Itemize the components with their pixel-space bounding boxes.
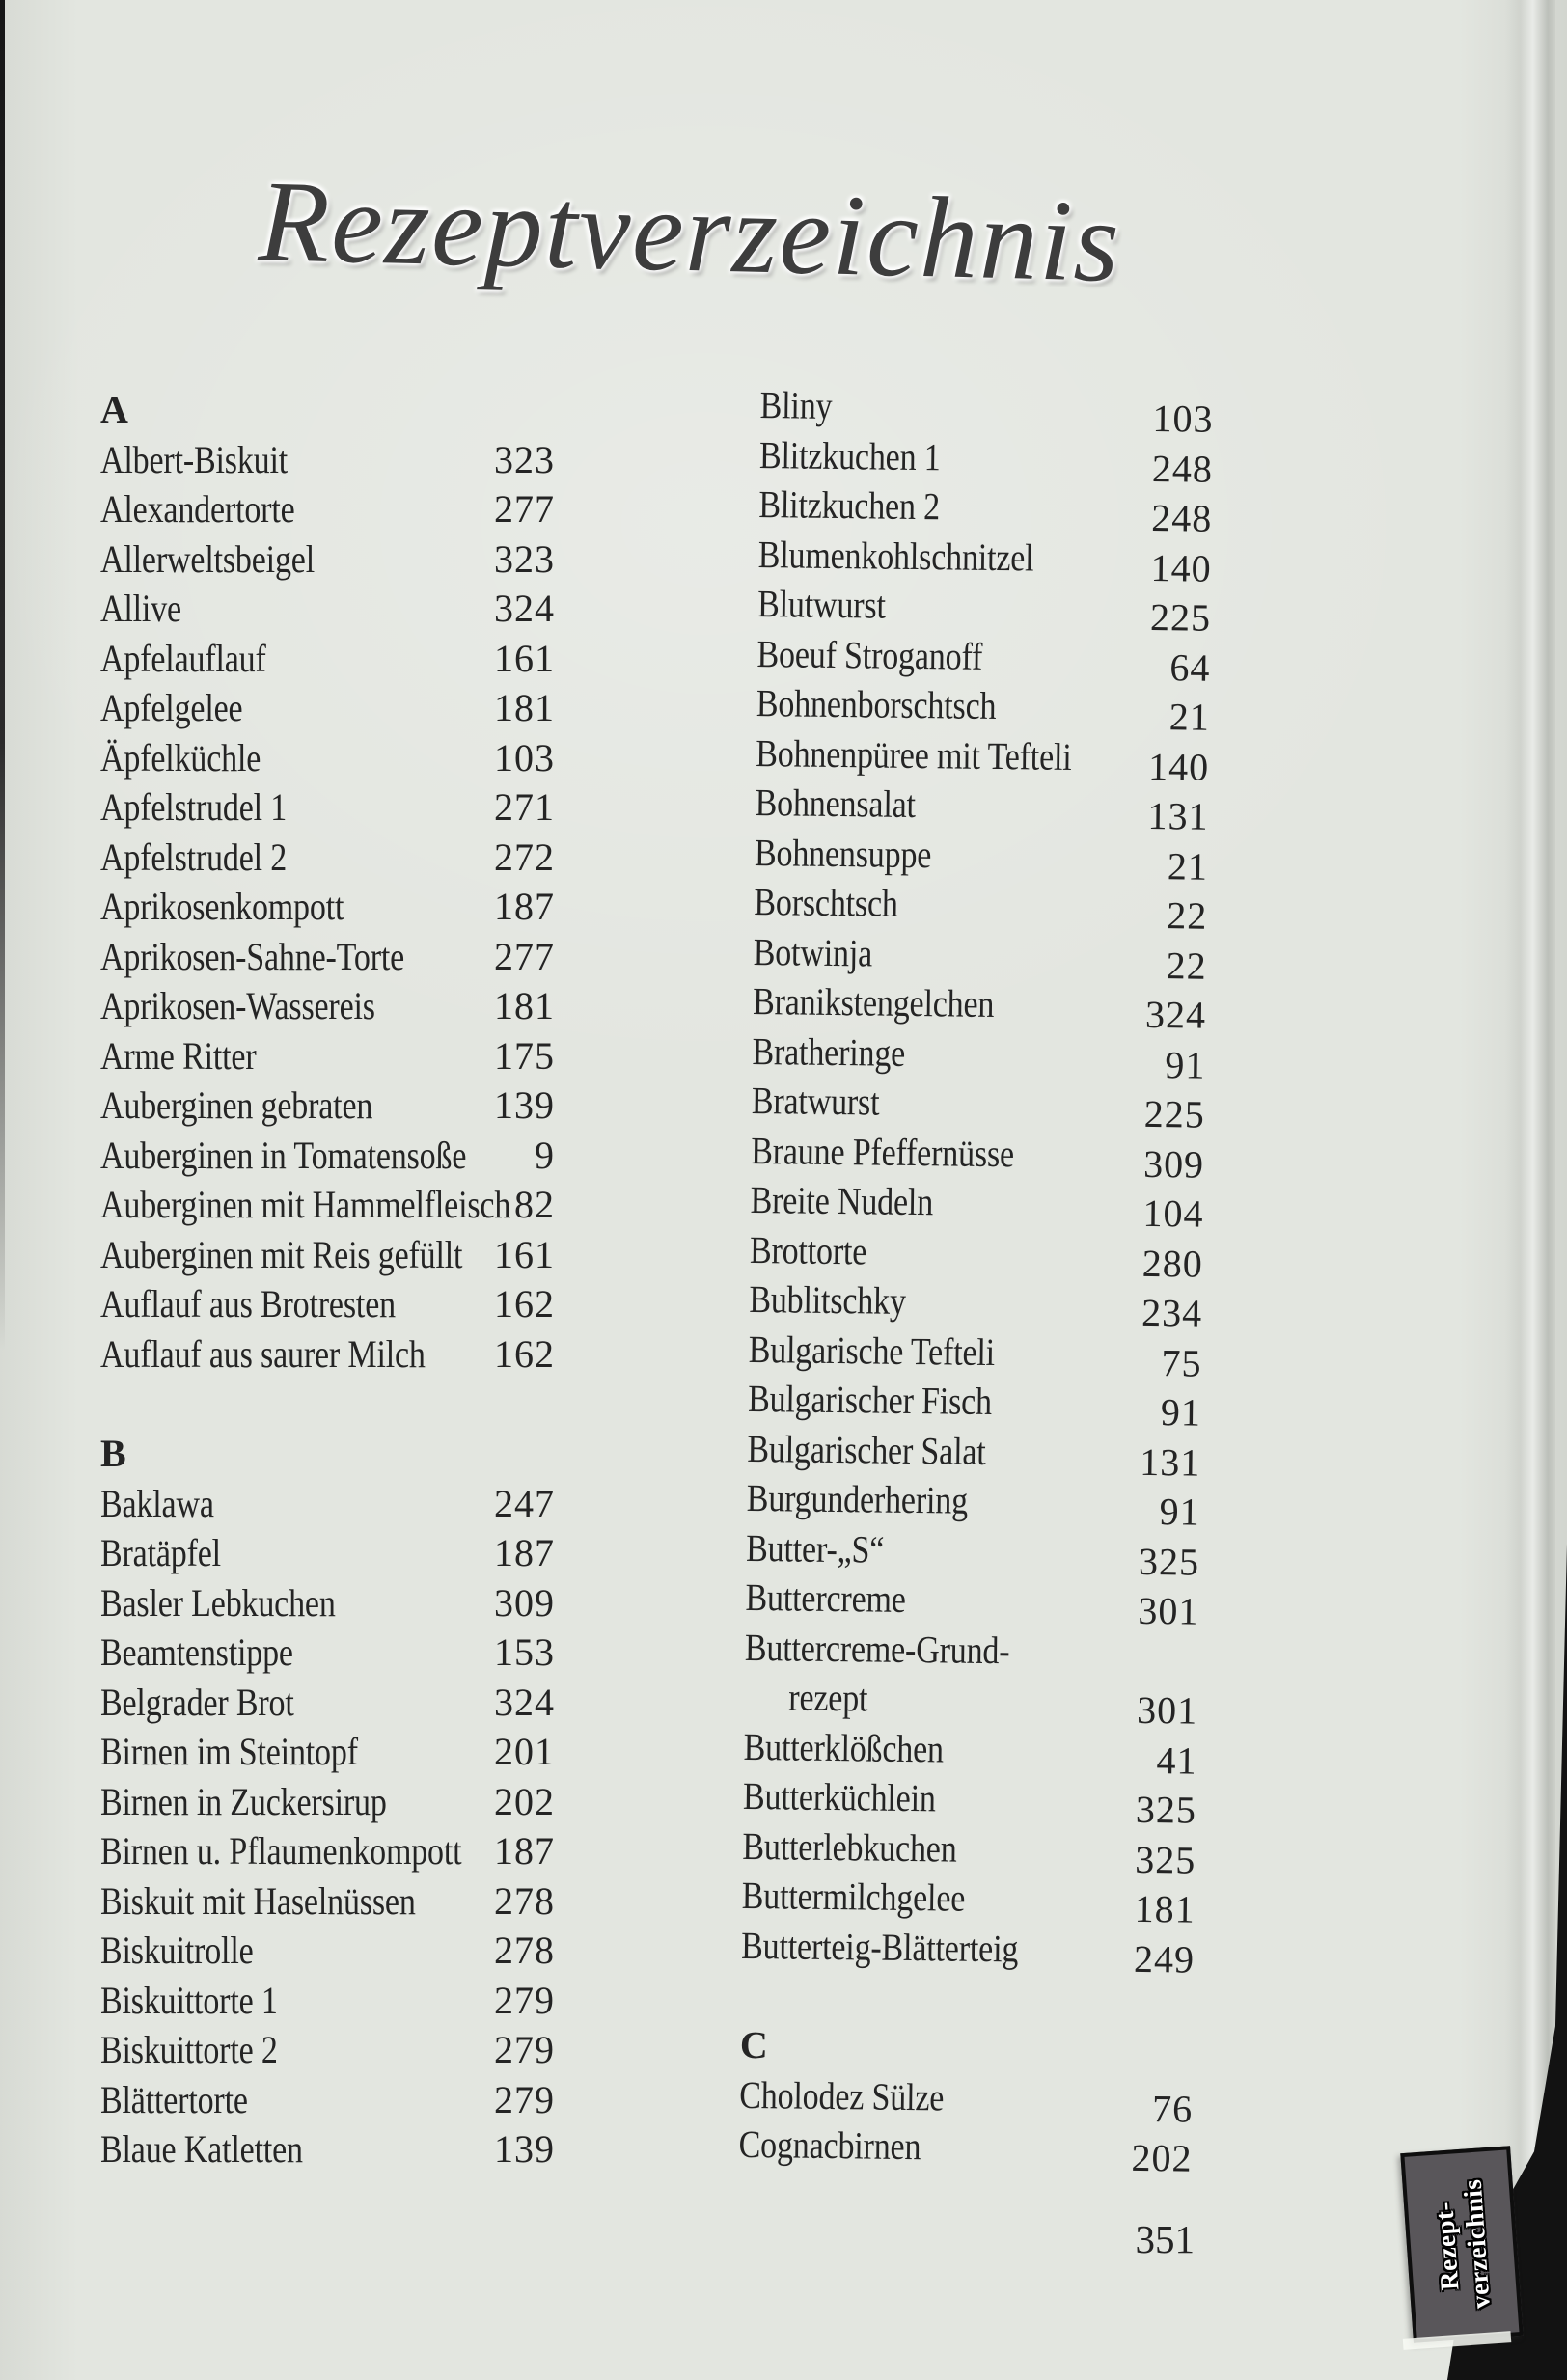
recipe-name: Blaue Katletten bbox=[100, 2127, 303, 2171]
recipe-name: Belgrader Brot bbox=[100, 1680, 294, 1724]
recipe-page-number: 75 bbox=[1161, 1340, 1202, 1385]
index-entry-row bbox=[756, 678, 1211, 739]
recipe-page-number: 21 bbox=[1167, 843, 1209, 889]
index-entry-row bbox=[749, 1274, 1203, 1335]
recipe-page-number: 309 bbox=[1142, 1141, 1205, 1187]
index-entry-row bbox=[100, 1578, 555, 1628]
recipe-page-number: 301 bbox=[1138, 1588, 1199, 1633]
recipe-page-number: 153 bbox=[494, 1630, 555, 1674]
index-entry-row bbox=[100, 1528, 555, 1578]
section-header: A bbox=[100, 388, 128, 431]
recipe-name: Bohnensalat bbox=[755, 780, 917, 826]
recipe-page-number: 139 bbox=[494, 2127, 555, 2171]
index-entry-row bbox=[100, 584, 555, 634]
recipe-page-number: 325 bbox=[1138, 1539, 1200, 1584]
index-entry-row bbox=[748, 1324, 1202, 1385]
recipe-page-number: 181 bbox=[494, 984, 555, 1027]
recipe-name: Buttercreme bbox=[745, 1574, 907, 1621]
recipe-page-number: 324 bbox=[494, 1680, 555, 1724]
index-entry-row bbox=[100, 2025, 555, 2075]
recipe-name: Beamtenstippe bbox=[100, 1630, 293, 1674]
index-entry-row bbox=[744, 1672, 1198, 1733]
index-entry-row bbox=[759, 380, 1214, 441]
index-entry-row bbox=[749, 1224, 1204, 1286]
index-entry-row bbox=[100, 1777, 555, 1827]
recipe-name: Boeuf Stroganoff bbox=[756, 631, 983, 678]
recipe-page-number: 272 bbox=[494, 834, 555, 879]
recipe-page-number: 201 bbox=[494, 1730, 555, 1773]
index-entry-row bbox=[756, 727, 1210, 789]
index-entry-row bbox=[754, 827, 1209, 889]
index-entry-row bbox=[100, 484, 555, 534]
index-entry-row bbox=[740, 1920, 1196, 1982]
recipe-page-number: 279 bbox=[494, 2077, 555, 2121]
recipe-page-number: 181 bbox=[1134, 1886, 1196, 1931]
index-entry-row bbox=[100, 2124, 555, 2175]
section-header: C bbox=[739, 2022, 769, 2067]
index-entry-row bbox=[743, 1721, 1197, 1783]
recipe-name: Buttercreme-Grund- bbox=[744, 1625, 1010, 1672]
index-entry-row bbox=[742, 1820, 1196, 1882]
index-entry-row bbox=[758, 429, 1214, 491]
recipe-name: Bohnenborschtsch bbox=[756, 680, 997, 728]
recipe-name: Blutwurst bbox=[756, 581, 887, 627]
recipe-name: Alexandertorte bbox=[100, 487, 295, 531]
recipe-page-number: 64 bbox=[1169, 644, 1211, 690]
index-entry-row bbox=[747, 1423, 1201, 1485]
recipe-name: Blättertorte bbox=[100, 2077, 248, 2121]
index-entry-row bbox=[738, 2120, 1193, 2180]
recipe-name: Birnen in Zuckersirup bbox=[100, 1779, 387, 1823]
recipe-name: Bratheringe bbox=[752, 1028, 906, 1075]
index-entry-row bbox=[100, 1279, 555, 1329]
index-entry-row bbox=[757, 529, 1212, 590]
recipe-page-number: 324 bbox=[1144, 992, 1207, 1037]
recipe-name: Auflauf aus saurer Milch bbox=[100, 1331, 426, 1376]
edge-tab-inner bbox=[1405, 2150, 1520, 2339]
index-entry-row bbox=[100, 1876, 555, 1927]
recipe-name: Bulgarische Tefteli bbox=[748, 1327, 996, 1374]
recipe-name: Auflauf aus Brotresten bbox=[100, 1282, 396, 1326]
recipe-name: Basler Lebkuchen bbox=[100, 1580, 336, 1625]
index-entry-row bbox=[100, 1678, 555, 1728]
recipe-name: Blitzkuchen 2 bbox=[758, 481, 941, 529]
recipe-page-number: 323 bbox=[494, 536, 555, 581]
recipe-page-number: 103 bbox=[494, 735, 555, 780]
index-entry-row bbox=[100, 1628, 555, 1678]
index-entry-row bbox=[100, 932, 555, 982]
index-entry-row bbox=[756, 628, 1211, 690]
recipe-name: Butterküchlein bbox=[742, 1773, 937, 1820]
recipe-page-number: 279 bbox=[494, 1978, 555, 2022]
recipe-name: Bulgarischer Salat bbox=[747, 1426, 986, 1473]
recipe-page-number: 280 bbox=[1141, 1241, 1204, 1286]
index-entry-row bbox=[100, 1031, 555, 1081]
recipe-page-number: 181 bbox=[494, 686, 555, 729]
index-entry-row bbox=[741, 1871, 1196, 1931]
recipe-name: Arme Ritter bbox=[100, 1033, 257, 1078]
recipe-name: Albert-Biskuit bbox=[100, 437, 289, 481]
recipe-page-number: 225 bbox=[1143, 1091, 1206, 1136]
recipe-name: Branikstengelchen bbox=[752, 978, 995, 1026]
recipe-name: Bulgarischer Fisch bbox=[747, 1376, 993, 1424]
recipe-page-number: 104 bbox=[1142, 1190, 1204, 1236]
index-entry-row bbox=[746, 1473, 1201, 1534]
recipe-name: Biskuittorte 2 bbox=[100, 2028, 278, 2071]
index-entry-row bbox=[755, 778, 1209, 838]
recipe-name: Burgunderhering bbox=[746, 1475, 969, 1522]
recipe-page-number: 91 bbox=[1160, 1390, 1202, 1435]
recipe-page-number: 131 bbox=[1140, 1439, 1201, 1485]
index-column-left bbox=[100, 385, 555, 2175]
recipe-name: Apfelauflauf bbox=[100, 636, 266, 680]
index-entry-row bbox=[752, 976, 1207, 1037]
index-entry-row bbox=[745, 1622, 1199, 1677]
recipe-name: Blitzkuchen 1 bbox=[758, 432, 941, 479]
index-entry-row bbox=[100, 1329, 555, 1380]
index-entry-row bbox=[753, 926, 1207, 988]
index-entry-row bbox=[745, 1522, 1200, 1584]
recipe-name: Aprikosen-Sahne-Torte bbox=[100, 934, 405, 978]
edge-tab-label bbox=[1427, 2177, 1496, 2311]
recipe-name: Cholodez Sülze bbox=[739, 2072, 945, 2119]
index-entry-row bbox=[100, 981, 555, 1031]
recipe-page-number: 161 bbox=[494, 1232, 555, 1276]
recipe-name: Auberginen in Tomatensoße bbox=[100, 1133, 467, 1177]
recipe-page-number: 162 bbox=[494, 1331, 555, 1376]
index-entry-row bbox=[100, 1727, 555, 1777]
recipe-name: Brottorte bbox=[749, 1227, 867, 1272]
recipe-name: Butterklößchen bbox=[743, 1724, 945, 1770]
index-entry-row bbox=[100, 782, 555, 833]
recipe-page-number: 9 bbox=[535, 1133, 555, 1177]
recipe-page-number: 278 bbox=[494, 1878, 555, 1923]
recipe-name: Birnen im Steintopf bbox=[100, 1730, 358, 1773]
recipe-page-number: 131 bbox=[1147, 793, 1209, 838]
index-entry-row bbox=[100, 882, 555, 932]
recipe-name: Breite Nudeln bbox=[750, 1177, 934, 1224]
index-entry-row bbox=[750, 1125, 1205, 1187]
recipe-page-number: 277 bbox=[494, 487, 555, 531]
recipe-name: Buttermilchgelee bbox=[741, 1873, 966, 1920]
index-entry-row bbox=[100, 534, 555, 585]
recipe-name: rezept bbox=[788, 1675, 868, 1720]
index-entry-row bbox=[758, 479, 1213, 540]
recipe-page-number: 271 bbox=[494, 785, 555, 829]
recipe-page-number: 175 bbox=[494, 1033, 555, 1078]
recipe-name: Borschtsch bbox=[754, 879, 899, 925]
recipe-name: Bliny bbox=[759, 382, 833, 427]
recipe-page-number: 187 bbox=[494, 1531, 555, 1574]
index-entry-row bbox=[100, 683, 555, 733]
recipe-name: Auberginen mit Reis gefüllt bbox=[100, 1232, 463, 1276]
recipe-name: Bratwurst bbox=[751, 1078, 880, 1124]
recipe-page-number: 324 bbox=[494, 587, 555, 630]
recipe-page-number: 301 bbox=[1136, 1687, 1198, 1733]
index-entry-row bbox=[100, 733, 555, 783]
recipe-page-number: 187 bbox=[494, 885, 555, 928]
recipe-page-number: 249 bbox=[1133, 1936, 1196, 1982]
recipe-name: Biskuittorte 1 bbox=[100, 1978, 278, 2022]
recipe-page-number: 162 bbox=[494, 1282, 555, 1326]
recipe-name: Butter-„S“ bbox=[745, 1525, 885, 1572]
recipe-page-number: 91 bbox=[1165, 1042, 1206, 1087]
index-entry-row bbox=[100, 1479, 555, 1529]
recipe-name: Aprikosen-Wassereis bbox=[100, 984, 375, 1027]
recipe-page-number: 161 bbox=[494, 636, 555, 680]
index-entry-row bbox=[100, 2075, 555, 2125]
recipe-name: Biskuitrolle bbox=[100, 1929, 254, 1972]
recipe-name: Bratäpfel bbox=[100, 1531, 221, 1574]
index-entry-row bbox=[100, 435, 555, 485]
recipe-page-number: 22 bbox=[1166, 893, 1208, 938]
index-entry-row bbox=[747, 1374, 1202, 1435]
edge-tab-line1: Rezept- bbox=[1428, 2200, 1465, 2291]
recipe-name: Blumenkohlschnitzel bbox=[757, 532, 1034, 579]
recipe-name: Apfelstrudel 2 bbox=[100, 834, 288, 879]
index-entry-row bbox=[742, 1771, 1197, 1832]
recipe-name: Butterlebkuchen bbox=[742, 1823, 957, 1871]
recipe-page-number: 139 bbox=[494, 1083, 555, 1127]
recipe-page-number: 103 bbox=[1152, 396, 1214, 441]
recipe-page-number: 278 bbox=[494, 1929, 555, 1972]
recipe-name: Botwinja bbox=[753, 929, 873, 974]
recipe-name: Aprikosenkompott bbox=[100, 885, 344, 928]
recipe-page-number: 234 bbox=[1141, 1290, 1203, 1335]
recipe-page-number: 323 bbox=[494, 437, 555, 481]
recipe-page-number: 309 bbox=[494, 1580, 555, 1625]
recipe-page-number: 21 bbox=[1168, 695, 1211, 739]
recipe-page-number: 22 bbox=[1166, 943, 1207, 988]
page-number: 351 bbox=[1135, 2217, 1195, 2261]
recipe-page-number: 325 bbox=[1135, 1837, 1196, 1882]
recipe-page-number: 91 bbox=[1159, 1490, 1200, 1534]
page-fold-highlight bbox=[1505, 0, 1555, 2380]
recipe-page-number: 202 bbox=[1131, 2135, 1193, 2180]
index-entry-row bbox=[745, 1573, 1199, 1633]
recipe-name: Äpfelküchle bbox=[100, 735, 261, 780]
index-entry-row bbox=[739, 2069, 1194, 2131]
index-entry-row bbox=[750, 1175, 1204, 1236]
index-entry-row bbox=[100, 634, 555, 684]
recipe-name: Auberginen mit Hammelfleisch bbox=[100, 1183, 511, 1226]
index-entry-row bbox=[100, 1180, 555, 1230]
recipe-page-number: 248 bbox=[1151, 495, 1213, 540]
index-entry-row bbox=[100, 833, 555, 883]
recipe-name: Bublitschky bbox=[749, 1276, 907, 1323]
recipe-name: Bohnenpüree mit Tefteli bbox=[756, 730, 1072, 779]
index-entry-row bbox=[100, 1926, 555, 1976]
index-entry-row bbox=[100, 1131, 555, 1181]
index-entry-row bbox=[756, 579, 1212, 640]
recipe-name: Butterteig-Blätterteig bbox=[740, 1923, 1019, 1970]
recipe-name: Bohnensuppe bbox=[754, 830, 932, 876]
recipe-name: Allerweltsbeigel bbox=[100, 536, 315, 581]
recipe-name: Baklawa bbox=[100, 1481, 214, 1525]
index-entry-row bbox=[752, 1026, 1206, 1087]
index-entry-row bbox=[100, 1826, 555, 1876]
recipe-page-number: 247 bbox=[494, 1481, 555, 1525]
recipe-page-number: 41 bbox=[1156, 1737, 1197, 1783]
recipe-page-number: 325 bbox=[1135, 1787, 1197, 1832]
section-header: B bbox=[100, 1432, 126, 1475]
index-entry-row bbox=[100, 1081, 555, 1131]
recipe-name: Braune Pfeffernüsse bbox=[750, 1128, 1015, 1175]
recipe-name: Biskuit mit Haselnüssen bbox=[100, 1878, 416, 1923]
recipe-name: Apfelstrudel 1 bbox=[100, 785, 288, 829]
index-entry-row bbox=[754, 877, 1208, 938]
recipe-page-number: 140 bbox=[1150, 545, 1212, 590]
index-entry-row bbox=[100, 1976, 555, 2026]
recipe-page-number: 225 bbox=[1149, 594, 1212, 640]
edge-tab-line2: verzeichnis bbox=[1457, 2177, 1496, 2310]
chapter-edge-tab bbox=[1400, 2146, 1523, 2342]
recipe-name: Auberginen gebraten bbox=[100, 1083, 373, 1127]
index-entry-row bbox=[100, 1230, 555, 1280]
page-title: Rezeptverzeichnis bbox=[257, 156, 1123, 306]
recipe-name: Birnen u. Pflaumenkompott bbox=[100, 1829, 462, 1873]
index-column-right bbox=[738, 380, 1214, 2180]
index-entry-row bbox=[751, 1076, 1206, 1136]
recipe-page-number: 140 bbox=[1147, 744, 1210, 789]
recipe-name: Apfelgelee bbox=[100, 686, 243, 729]
recipe-page-number: 82 bbox=[514, 1183, 555, 1226]
recipe-name: Allive bbox=[100, 587, 181, 630]
recipe-page-number: 279 bbox=[494, 2028, 555, 2071]
recipe-page-number: 248 bbox=[1151, 446, 1214, 491]
recipe-page-number: 277 bbox=[494, 934, 555, 978]
recipe-page-number: 187 bbox=[494, 1829, 555, 1873]
recipe-page-number: 76 bbox=[1151, 2086, 1194, 2131]
recipe-name: Cognacbirnen bbox=[738, 2121, 921, 2169]
recipe-page-number: 202 bbox=[494, 1779, 555, 1823]
